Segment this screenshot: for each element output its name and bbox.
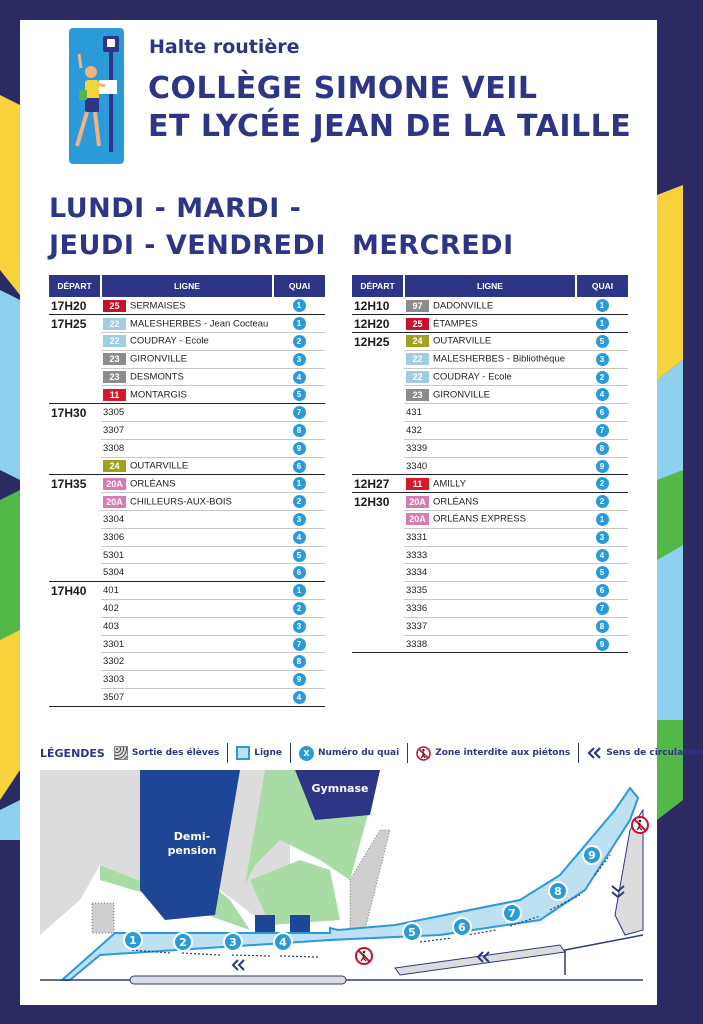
line-cell [404, 600, 576, 618]
line-name: 3301 [103, 638, 125, 650]
quai-number-badge: 1 [293, 584, 306, 597]
col-ligne: LIGNE [404, 275, 576, 297]
quai-cell [576, 475, 628, 493]
line-number-badge: 20A [103, 478, 126, 490]
double-chevron-left-icon [587, 747, 602, 759]
quai-number-badge: 1 [293, 299, 306, 312]
line-cell [101, 493, 273, 511]
line-cell [101, 404, 273, 422]
quai-cell [576, 528, 628, 546]
line-name: 3307 [103, 424, 125, 436]
legend-separator [290, 743, 291, 763]
day-header-weekdays [49, 190, 326, 264]
line-cell [101, 600, 273, 618]
quai-number-badge: 2 [293, 335, 306, 348]
line-cell [404, 439, 576, 457]
table-row [352, 297, 628, 315]
line-name: 3308 [103, 442, 125, 454]
quai-number-badge: 4 [293, 691, 306, 704]
departure-time: 17H35 [49, 475, 101, 582]
line-cell [101, 564, 273, 582]
quai-cell [273, 582, 325, 600]
dotted-exit-icon [114, 746, 128, 760]
col-quai: QUAI [576, 275, 628, 297]
svg-text:8: 8 [554, 885, 562, 898]
quai-cell [273, 368, 325, 386]
quai-number-badge: 9 [293, 673, 306, 686]
quai-cell [273, 528, 325, 546]
line-number-badge: 25 [406, 318, 429, 330]
departure-time: 17H20 [49, 297, 101, 315]
quai-number-badge: 6 [293, 460, 306, 473]
quai-cell [273, 689, 325, 707]
line-number-badge: 25 [103, 300, 126, 312]
site-map [40, 770, 643, 985]
line-swatch-icon [236, 746, 250, 760]
table-row [352, 493, 628, 511]
quai-number-badge: 4 [596, 549, 609, 562]
quai-number-badge: 4 [596, 388, 609, 401]
line-cell [404, 297, 576, 315]
line-cell [404, 386, 576, 404]
line-name: 432 [406, 424, 422, 436]
title-line-2: ET LYCÉE JEAN DE LA TAILLE [148, 109, 632, 144]
demi-pension-label-1: Demi- [173, 830, 211, 843]
subtitle: Halte routière [149, 36, 300, 58]
quai-cell [273, 635, 325, 653]
legend-line [236, 746, 282, 760]
quai-number-badge: 2 [293, 495, 306, 508]
svg-text:7: 7 [508, 907, 516, 920]
quai-cell [273, 297, 325, 315]
line-cell [404, 315, 576, 333]
table-row [49, 475, 325, 493]
legend-separator [578, 743, 579, 763]
line-name: 3304 [103, 513, 125, 525]
quai-cell [273, 315, 325, 333]
line-name: 401 [103, 585, 119, 597]
departure-time: 17H25 [49, 315, 101, 404]
line-name: 402 [103, 602, 119, 614]
quai-cell [576, 457, 628, 475]
line-name: 5301 [103, 549, 125, 561]
col-depart: DÉPART [49, 275, 101, 297]
table-row [352, 475, 628, 493]
quai-cell [576, 422, 628, 440]
quai-cell [273, 350, 325, 368]
quai-cell [576, 297, 628, 315]
table-row [49, 315, 325, 333]
line-cell [404, 546, 576, 564]
day-line-2: JEUDI - VENDREDI [49, 230, 326, 261]
quai-cell [576, 564, 628, 582]
legend-quai-label: Numéro du quai [318, 748, 400, 758]
quai-number-badge: 8 [293, 424, 306, 437]
quai-number-badge: 1 [596, 299, 609, 312]
line-cell [404, 422, 576, 440]
quai-number-badge: 8 [293, 655, 306, 668]
line-name: MALESHERBES - Bibliothèque [433, 353, 566, 365]
departure-time: 12H10 [352, 297, 404, 315]
line-cell [101, 653, 273, 671]
line-cell [101, 386, 273, 404]
legend-quai [299, 746, 399, 761]
line-cell [101, 528, 273, 546]
line-name: ORLÉANS [130, 478, 176, 490]
line-name: 3338 [406, 638, 428, 650]
departure-time: 17H30 [49, 404, 101, 475]
line-cell [101, 635, 273, 653]
col-ligne: LIGNE [101, 275, 273, 297]
line-cell [101, 475, 273, 493]
quai-cell [273, 617, 325, 635]
line-cell [101, 297, 273, 315]
line-number-badge: 24 [406, 335, 429, 347]
table-row [352, 333, 628, 351]
line-name: COUDRAY - Ecole [130, 335, 209, 347]
line-name: ÉTAMPES [433, 318, 478, 330]
line-name: DADONVILLE [433, 300, 494, 312]
quai-number-badge: 6 [293, 566, 306, 579]
line-cell [101, 457, 273, 475]
svg-text:2: 2 [179, 936, 187, 949]
quai-number-badge: 7 [293, 406, 306, 419]
svg-text:5: 5 [408, 926, 416, 939]
svg-text:4: 4 [279, 936, 287, 949]
col-quai: QUAI [273, 275, 325, 297]
line-name: GIRONVILLE [130, 353, 188, 365]
quai-number-badge: 8 [596, 442, 609, 455]
quai-cell [576, 404, 628, 422]
student-exit-area [92, 903, 114, 933]
departure-time: 12H27 [352, 475, 404, 493]
line-cell [404, 350, 576, 368]
line-name: 3331 [406, 531, 428, 543]
quai-number-badge: 3 [596, 531, 609, 544]
quai-cell [576, 368, 628, 386]
quai-cell [576, 350, 628, 368]
table-row [49, 404, 325, 422]
line-name: 3306 [103, 531, 125, 543]
line-cell [101, 582, 273, 600]
quai-cell [273, 564, 325, 582]
quai-number-badge: 1 [596, 317, 609, 330]
line-name: 3339 [406, 442, 428, 454]
line-cell [101, 315, 273, 333]
svg-text:6: 6 [458, 921, 466, 934]
line-name: DESMONTS [130, 371, 184, 383]
legend-line-label: Ligne [254, 748, 283, 758]
day-line-1: LUNDI - MARDI - [49, 193, 302, 224]
quai-marker-4 [274, 933, 292, 951]
quai-number-badge: 9 [596, 638, 609, 651]
line-name: 431 [406, 407, 422, 419]
line-number-badge: 23 [103, 371, 126, 383]
quai-number-badge: 8 [596, 620, 609, 633]
quai-cell [576, 635, 628, 653]
quai-number-badge: 1 [596, 513, 609, 526]
departure-time: 12H25 [352, 333, 404, 475]
legend [40, 742, 703, 764]
line-name: 5304 [103, 567, 125, 579]
timetable-wednesday [352, 275, 628, 653]
line-cell [101, 350, 273, 368]
svg-text:9: 9 [588, 849, 596, 862]
line-cell [404, 475, 576, 493]
quai-marker-2 [174, 933, 192, 951]
line-cell [404, 457, 576, 475]
line-name: MALESHERBES - Jean Cocteau [130, 318, 269, 330]
quai-number-badge: 1 [293, 477, 306, 490]
quai-number-badge: 2 [293, 602, 306, 615]
line-name: ORLÉANS [433, 496, 479, 508]
quai-cell [273, 386, 325, 404]
quai-cell [576, 386, 628, 404]
legend-exit-label: Sortie des élèves [131, 748, 220, 758]
quai-number-badge: 2 [596, 371, 609, 384]
quai-cell [576, 511, 628, 529]
bus-stop-person-icon [69, 28, 124, 164]
quai-number-badge: 5 [596, 335, 609, 348]
quai-cell [273, 511, 325, 529]
line-cell [404, 493, 576, 511]
line-name: CHILLEURS-AUX-BOIS [130, 496, 232, 508]
quai-marker-6 [453, 918, 471, 936]
quai-cell [576, 546, 628, 564]
line-number-badge: 11 [103, 389, 126, 401]
quai-number-badge: 7 [596, 424, 609, 437]
table-row [49, 582, 325, 600]
quai-number-badge: 2 [596, 495, 609, 508]
line-name: 3336 [406, 602, 428, 614]
quai-cell [576, 315, 628, 333]
quai-marker-1 [124, 931, 142, 949]
quai-number-badge: 7 [596, 602, 609, 615]
quai-cell [576, 617, 628, 635]
no-pedestrian-icon [356, 948, 372, 964]
line-name: ORLÉANS EXPRESS [433, 513, 526, 525]
line-cell [404, 564, 576, 582]
quai-circle-icon: X [299, 746, 314, 761]
line-number-badge: 11 [406, 478, 429, 490]
legend-separator [407, 743, 408, 763]
line-name: 3337 [406, 620, 428, 632]
poster [20, 20, 703, 1005]
gymnase-label: Gymnase [311, 782, 369, 795]
day-header-wednesday [352, 227, 514, 264]
line-number-badge: 97 [406, 300, 429, 312]
quai-cell [576, 333, 628, 351]
legend-separator [227, 743, 228, 763]
quai-number-badge: 5 [293, 549, 306, 562]
quai-number-badge: 9 [596, 460, 609, 473]
line-cell [404, 617, 576, 635]
departure-time: 17H40 [49, 582, 101, 707]
quai-number-badge: 4 [293, 371, 306, 384]
line-name: OUTARVILLE [130, 460, 189, 472]
line-cell [404, 635, 576, 653]
line-number-badge: 20A [406, 513, 429, 525]
quai-cell [576, 582, 628, 600]
line-cell [101, 617, 273, 635]
quai-cell [576, 600, 628, 618]
col-depart: DÉPART [352, 275, 404, 297]
line-name: 3340 [406, 460, 428, 472]
line-name: OUTARVILLE [433, 335, 492, 347]
quai-marker-7 [503, 904, 521, 922]
line-name: GIRONVILLE [433, 389, 491, 401]
line-cell [101, 368, 273, 386]
line-number-badge: 22 [103, 335, 126, 347]
traffic-island [130, 976, 346, 984]
line-name: 3305 [103, 407, 125, 419]
quai-marker-5 [403, 923, 421, 941]
line-cell [404, 333, 576, 351]
demi-pension-label-2: pension [167, 844, 217, 857]
line-cell [404, 404, 576, 422]
line-cell [101, 689, 273, 707]
line-number-badge: 22 [406, 353, 429, 365]
legend-title: LÉGENDES [40, 746, 105, 760]
quai-cell [273, 493, 325, 511]
quai-number-badge: 5 [293, 388, 306, 401]
line-name: 3335 [406, 585, 428, 597]
quai-cell [273, 653, 325, 671]
line-name: 3302 [103, 656, 125, 668]
quai-marker-8 [549, 882, 567, 900]
line-cell [101, 333, 273, 351]
departure-time: 12H20 [352, 315, 404, 333]
line-number-badge: 20A [406, 496, 429, 508]
svg-text:1: 1 [129, 934, 137, 947]
line-cell [404, 511, 576, 529]
table-row [352, 315, 628, 333]
table-row [49, 297, 325, 315]
line-cell [404, 582, 576, 600]
quai-number-badge: 2 [596, 477, 609, 490]
day-line-2: MERCREDI [352, 230, 514, 261]
legend-direction-label: Sens de circulation [606, 748, 703, 758]
quai-number-badge: 3 [293, 620, 306, 633]
quai-number-badge: 3 [596, 353, 609, 366]
quai-cell [576, 493, 628, 511]
line-name: 403 [103, 620, 119, 632]
quai-cell [273, 422, 325, 440]
legend-no-pedestrian-label: Zone interdite aux piétons [435, 748, 571, 758]
map-small-block [290, 915, 310, 933]
quai-number-badge: 9 [293, 442, 306, 455]
quai-number-badge: 3 [293, 513, 306, 526]
line-cell [101, 671, 273, 689]
quai-number-badge: 1 [293, 317, 306, 330]
line-name: SERMAISES [130, 300, 186, 312]
quai-cell [273, 600, 325, 618]
legend-exit [114, 746, 219, 760]
line-cell [101, 511, 273, 529]
line-number-badge: 24 [103, 460, 126, 472]
timetable-weekdays [49, 275, 325, 707]
line-number-badge: 22 [103, 318, 126, 330]
line-cell [101, 546, 273, 564]
no-pedestrian-icon [416, 746, 431, 761]
quai-cell [273, 546, 325, 564]
quai-number-badge: 5 [596, 566, 609, 579]
line-name: MONTARGIS [130, 389, 187, 401]
line-name: COUDRAY - Ecole [433, 371, 512, 383]
no-pedestrian-icon [632, 817, 648, 833]
quai-cell [273, 475, 325, 493]
quai-cell [273, 457, 325, 475]
quai-number-badge: 4 [293, 531, 306, 544]
line-name: 3334 [406, 567, 428, 579]
map-small-block [255, 915, 275, 933]
line-number-badge: 22 [406, 371, 429, 383]
line-number-badge: 23 [103, 353, 126, 365]
quai-marker-3 [224, 933, 242, 951]
quai-marker-9 [583, 846, 601, 864]
quai-cell [273, 671, 325, 689]
quai-cell [576, 439, 628, 457]
svg-text:3: 3 [229, 936, 237, 949]
title-line-1: COLLÈGE SIMONE VEIL [148, 71, 538, 106]
page-title [148, 70, 631, 146]
line-number-badge: 23 [406, 389, 429, 401]
line-name: 3333 [406, 549, 428, 561]
line-cell [404, 368, 576, 386]
line-name: 3507 [103, 691, 125, 703]
quai-number-badge: 6 [596, 584, 609, 597]
legend-no-pedestrian [416, 746, 570, 761]
line-name: 3303 [103, 674, 125, 686]
legend-direction [587, 747, 703, 759]
line-cell [101, 439, 273, 457]
quai-number-badge: 6 [596, 406, 609, 419]
line-cell [404, 528, 576, 546]
quai-cell [273, 404, 325, 422]
bus-stop-logo [69, 28, 124, 164]
line-cell [101, 422, 273, 440]
quai-cell [273, 439, 325, 457]
line-name: AMILLY [433, 478, 467, 490]
departure-time: 12H30 [352, 493, 404, 653]
quai-number-badge: 7 [293, 638, 306, 651]
quai-cell [273, 333, 325, 351]
line-number-badge: 20A [103, 496, 126, 508]
quai-number-badge: 3 [293, 353, 306, 366]
